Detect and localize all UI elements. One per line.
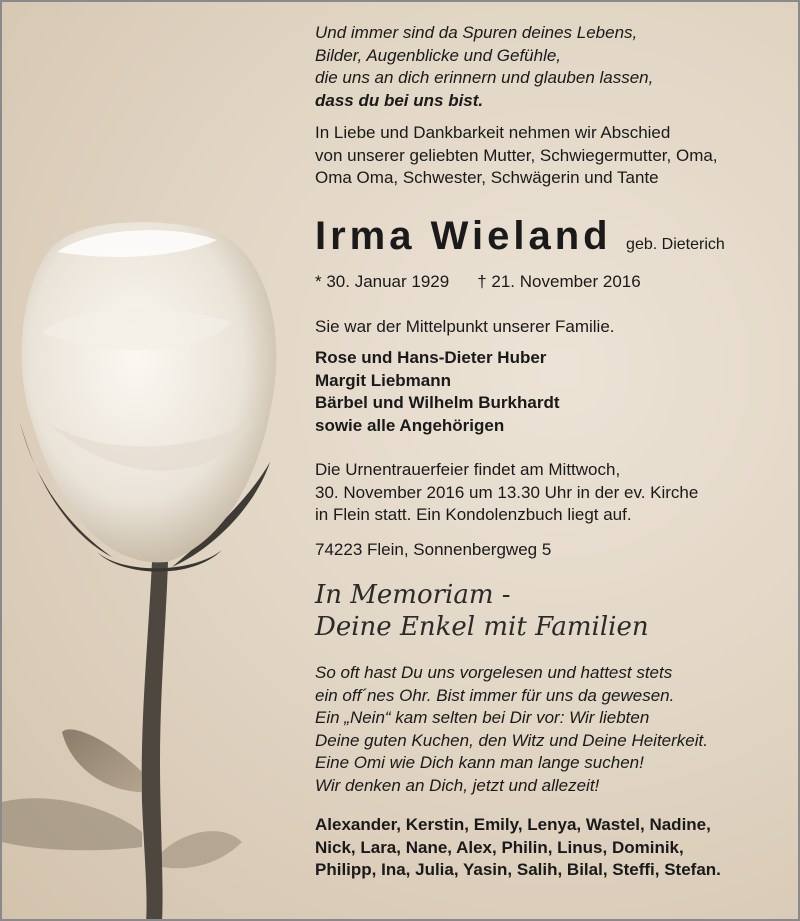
deceased-name-row: [315, 214, 725, 259]
ceremony: [315, 459, 698, 527]
poem-line: die uns an dich erinnern und glauben lassen,: [315, 68, 654, 87]
poem-line: Deine guten Kuchen, den Witz und Deine Heiterkeit.: [315, 730, 708, 750]
deceased-name: Irma Wieland: [315, 214, 612, 258]
ceremony-line: Die Urnentrauerfeier findet am Mittwoch,: [315, 460, 621, 479]
ceremony-line: in Flein statt. Ein Kondolenzbuch liegt auf.: [315, 505, 632, 524]
grandchildren-names: [315, 814, 721, 882]
life-dates: [315, 272, 641, 292]
mourner-line: sowie alle Angehörigen: [315, 415, 505, 435]
ceremony-line: 30. November 2016 um 13.30 Uhr in der ev. Kirche: [315, 482, 699, 502]
poem-line: So oft hast Du uns vorgelesen und hattest stets: [315, 663, 673, 682]
mourner-line: Rose und Hans-Dieter Huber: [315, 348, 547, 367]
maiden-name: geb. Dieterich: [626, 236, 725, 253]
address: 74223 Flein, Sonnenbergweg 5: [315, 540, 552, 559]
poem-line: ein off´nes Ohr. Bist immer für uns da gewesen.: [315, 685, 675, 705]
center-line: Sie war der Mittelpunkt unserer Familie.: [315, 317, 615, 336]
names-line: Philipp, Ina, Julia, Yasin, Salih, Bilal, Steffi, Stefan.: [315, 860, 721, 879]
mourners: [315, 347, 559, 437]
poem-line: Bilder, Augenblicke und Gefühle,: [315, 45, 562, 65]
names-line: Nick, Lara, Nane, Alex, Philin, Linus, Dominik,: [315, 837, 684, 857]
intro: [315, 122, 718, 190]
birth-date: * 30. Januar 1929: [315, 272, 450, 291]
memoriam: [315, 579, 649, 643]
mourner-line: Bärbel und Wilhelm Burkhardt: [315, 393, 560, 412]
memoriam-line: In Memoriam -: [315, 580, 511, 610]
poem-line: Und immer sind da Spuren deines Lebens,: [315, 23, 638, 42]
death-date: † 21. November 2016: [477, 272, 641, 291]
poem: [315, 22, 653, 112]
grandchildren-poem: [315, 662, 708, 797]
intro-line: Oma Oma, Schwester, Schwägerin und Tante: [315, 168, 659, 187]
mourner-line: Margit Liebmann: [315, 370, 452, 390]
intro-line: In Liebe und Dankbarkeit nehmen wir Abschied: [315, 123, 671, 142]
poem-line: dass du bei uns bist.: [315, 90, 484, 110]
poem-line: Eine Omi wie Dich kann man lange suchen!: [315, 753, 644, 772]
poem-line: Ein „Nein“ kam selten bei Dir vor: Wir liebten: [315, 708, 650, 727]
white-rose-image: [2, 2, 332, 921]
memoriam-line: Deine Enkel mit Familien: [315, 612, 649, 642]
intro-line: von unserer geliebten Mutter, Schwiegermutter, Oma,: [315, 145, 718, 165]
names-line: Alexander, Kerstin, Emily, Lenya, Wastel, Nadine,: [315, 815, 711, 834]
poem-line: Wir denken an Dich, jetzt und allezeit!: [315, 775, 600, 795]
